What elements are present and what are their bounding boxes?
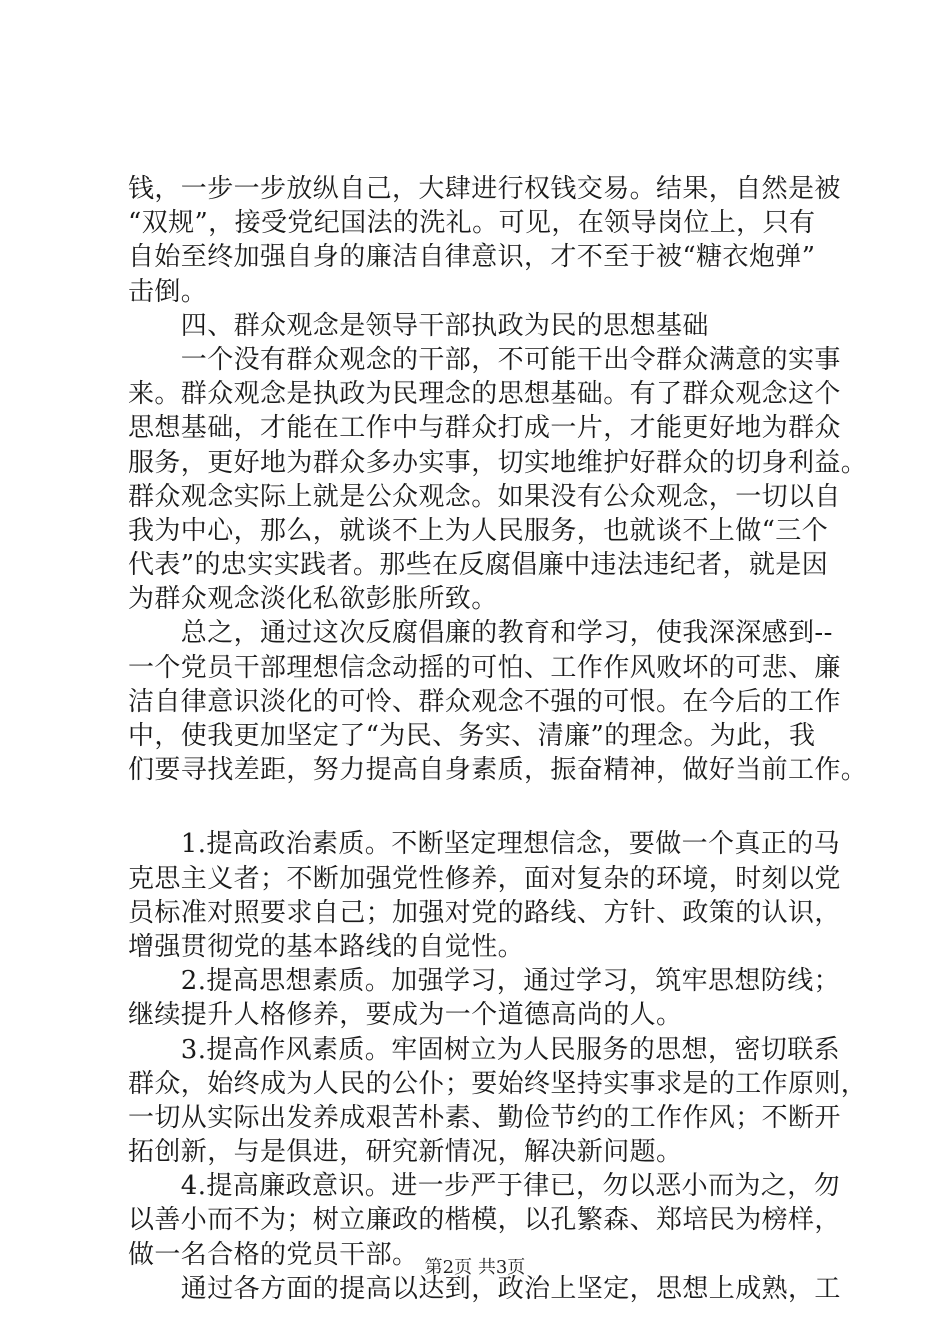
text-line: 通过各方面的提高以达到，政治上坚定，思想上成熟，工 bbox=[128, 1273, 841, 1304]
text-line: 们要寻找差距，努力提高自身素质，振奋精神，做好当前工作。 bbox=[128, 755, 868, 786]
text-line: 服务，更好地为群众多办实事，切实地维护好群众的切身利益。 bbox=[128, 447, 868, 478]
text-block-2 bbox=[128, 827, 868, 1306]
text-line: 一个没有群众观念的干部，不可能干出令群众满意的实事 bbox=[128, 344, 841, 375]
list-item-line: 4.提高廉政意识。进一步严于律已，勿以恶小而为之，勿 bbox=[128, 1171, 841, 1202]
text-line: 自始至终加强自身的廉洁自律意识，才不至于被“糖衣炮弹” bbox=[128, 242, 816, 273]
text-line: 来。群众观念是执政为民理念的思想基础。有了群众观念这个 bbox=[128, 379, 841, 410]
text-line: “双规”，接受党纪国法的洗礼。可见，在领导岗位上，只有 bbox=[128, 208, 816, 239]
text-line: 总之，通过这次反腐倡廉的教育和学习，使我深深感到-- bbox=[128, 618, 833, 649]
list-item-line: 克思主义者；不断加强党性修养，面对复杂的环境，时刻以党 bbox=[128, 863, 841, 894]
text-line: 一个党员干部理想信念动摇的可怕、工作作风败坏的可悲、廉 bbox=[128, 652, 841, 683]
list-item-line: 拓创新，与是俱进，研究新情况，解决新问题。 bbox=[128, 1137, 683, 1168]
list-item-line: 以善小而不为；树立廉政的楷模，以孔繁森、郑培民为榜样， bbox=[128, 1205, 841, 1236]
list-item-line: 员标准对照要求自己；加强对党的路线、方针、政策的认识， bbox=[128, 897, 841, 928]
page-number-footer: 第2页 共3页 bbox=[424, 1257, 526, 1278]
list-item-line: 做一名合格的党员干部。 bbox=[128, 1239, 419, 1270]
section-heading: 四、群众观念是领导干部执政为民的思想基础 bbox=[128, 310, 709, 341]
list-item-line: 群众，始终成为人民的公仆；要始终坚持实事求是的工作原则， bbox=[128, 1068, 868, 1099]
text-line: 群众观念实际上就是公众观念。如果没有公众观念，一切以自 bbox=[128, 481, 841, 512]
paragraph-gap bbox=[128, 787, 828, 827]
list-item-line: 继续提升人格修养，要成为一个道德高尚的人。 bbox=[128, 1000, 683, 1031]
document-body bbox=[128, 172, 868, 1306]
text-line: 代表”的忠实实践者。那些在反腐倡廉中违法违纪者，就是因 bbox=[128, 550, 829, 581]
text-line: 击倒。 bbox=[128, 276, 208, 307]
text-line: 钱，一步一步放纵自己，大肆进行权钱交易。结果，自然是被 bbox=[128, 174, 841, 204]
list-item-line: 1.提高政治素质。不断坚定理想信念，要做一个真正的马 bbox=[128, 829, 841, 860]
text-line: 我为中心，那么，就谈不上为人民服务，也就谈不上做“三个 bbox=[128, 515, 829, 546]
text-block-1 bbox=[128, 172, 868, 787]
text-line: 思想基础，才能在工作中与群众打成一片，才能更好地为群众 bbox=[128, 413, 841, 444]
list-item-line: 一切从实际出发养成艰苦朴素、勤俭节约的工作作风；不断开 bbox=[128, 1102, 841, 1133]
text-line: 中，使我更加坚定了“为民、务实、清廉”的理念。为此，我 bbox=[128, 721, 816, 751]
list-item-line: 3.提高作风素质。牢固树立为人民服务的思想，密切联系 bbox=[128, 1034, 841, 1065]
text-line: 为群众观念淡化私欲彭胀所致。 bbox=[128, 584, 498, 615]
text-line: 洁自律意识淡化的可怜、群众观念不强的可恨。在今后的工作 bbox=[128, 686, 841, 717]
list-item-line: 2.提高思想素质。加强学习，通过学习，筑牢思想防线； bbox=[128, 966, 841, 997]
list-item-line: 增强贯彻党的基本路线的自觉性。 bbox=[128, 931, 525, 962]
